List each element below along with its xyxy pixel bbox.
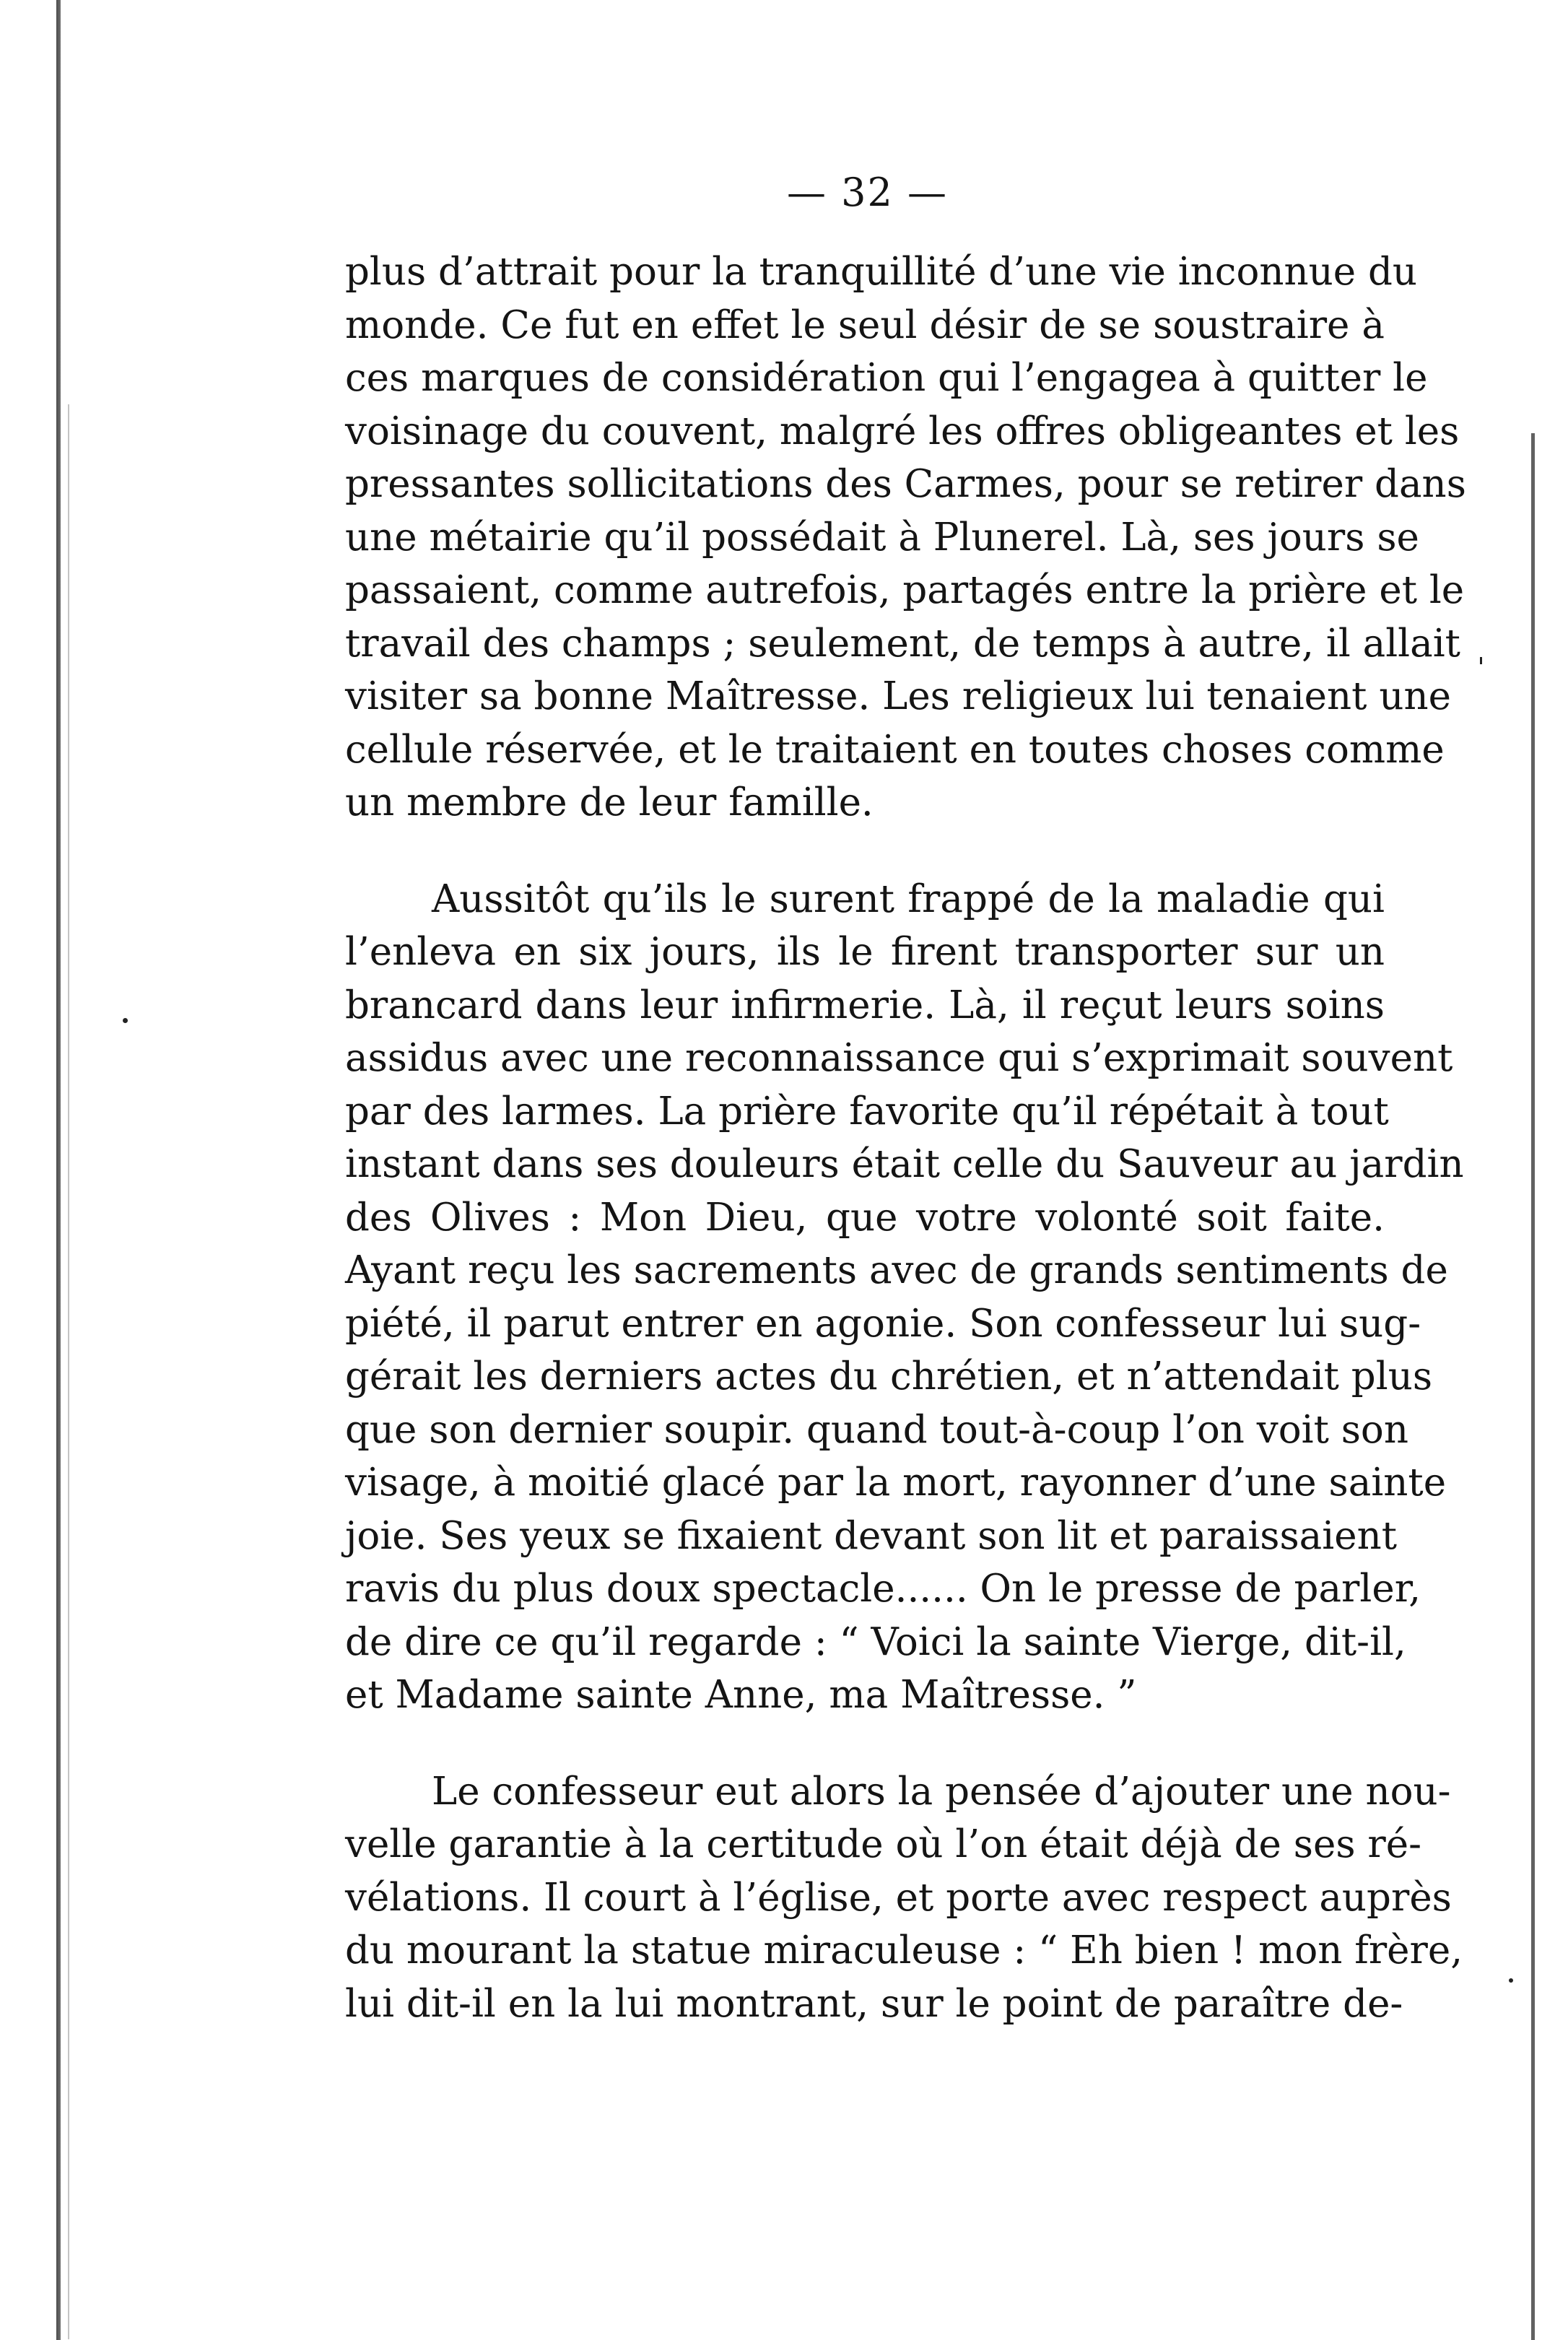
- text-line: l’enleva en six jours, ils le firent transporter sur un: [345, 930, 1385, 974]
- paragraph: [345, 873, 1464, 1722]
- scan-speck: [1509, 1978, 1513, 1983]
- text-line: de dire ce qu’il regarde : “ Voici la sainte Vierge, dit-il,: [345, 1619, 1406, 1664]
- text-line: Ayant reçu les sacrements avec de grands sentiments de: [345, 1248, 1448, 1292]
- text-line: voisinage du couvent, malgré les offres obligeantes et les: [345, 409, 1460, 453]
- text-line: instant dans ses douleurs était celle du Sauveur au jardin: [345, 1142, 1464, 1186]
- text-line: une métairie qu’il possédait à Plunerel. Là, ses jours se: [345, 515, 1419, 560]
- text-line: ravis du plus doux spectacle...... On le presse de parler,: [345, 1567, 1421, 1611]
- text-line: brancard dans leur infirmerie. Là, il reçut leurs soins: [345, 983, 1385, 1027]
- paragraph-gap: [345, 830, 1385, 873]
- text-line: un membre de leur famille.: [345, 780, 874, 825]
- text-line: des Olives : Mon Dieu, que votre volonté soit faite.: [345, 1195, 1385, 1240]
- text-line: passaient, comme autrefois, partagés entre la prière et le: [345, 568, 1465, 612]
- text-line: que son dernier soupir. quand tout-à-coup l’on voit son: [345, 1407, 1408, 1452]
- scan-speck: [123, 1018, 128, 1023]
- text-line: pressantes sollicitations des Carmes, pour se retirer dans: [345, 462, 1466, 506]
- text-line: cellule réservée, et le traitaient en toutes choses comme: [345, 727, 1445, 772]
- text-line: visiter sa bonne Maîtresse. Les religieux lui tenaient une: [345, 674, 1451, 718]
- paragraph: [345, 1765, 1463, 2031]
- right-binding-edge: [1531, 433, 1535, 2340]
- text-line: plus d’attrait pour la tranquillité d’une vie inconnue du: [345, 250, 1418, 294]
- left-binding-edge: [56, 0, 61, 2340]
- text-line: assidus avec une reconnaissance qui s’exprimait souvent: [345, 1036, 1453, 1080]
- text-line: monde. Ce fut en effet le seul désir de se soustraire à: [345, 303, 1385, 347]
- text-line: et Madame sainte Anne, ma Maîtresse. ”: [345, 1673, 1137, 1717]
- text-line: ces marques de considération qui l’engagea à quitter le: [345, 356, 1428, 400]
- page-number: — 32 —: [787, 170, 949, 215]
- text-line: visage, à moitié glacé par la mort, rayonner d’une sainte: [345, 1461, 1447, 1505]
- text-line: vélations. Il court à l’église, et porte avec respect auprès: [345, 1875, 1452, 1920]
- scan-speck: [1480, 657, 1482, 664]
- text-line: lui dit-il en la lui montrant, sur le point de paraître de-: [345, 1981, 1403, 2026]
- text-line: travail des champs ; seulement, de temps à autre, il allait: [345, 621, 1460, 666]
- text-line: piété, il parut entrer en agonie. Son confesseur lui sug-: [345, 1301, 1421, 1346]
- text-line: joie. Ses yeux se fixaient devant son lit et paraissaient: [345, 1513, 1398, 1558]
- text-line: gérait les derniers actes du chrétien, et n’attendait plus: [345, 1354, 1433, 1399]
- paragraph-gap: [345, 1722, 1385, 1765]
- paragraph: [345, 245, 1466, 830]
- text-line: par des larmes. La prière favorite qu’il répétait à tout: [345, 1089, 1389, 1134]
- left-binding-shadow: [68, 404, 69, 2339]
- text-line: Le confesseur eut alors la pensée d’ajouter une nou-: [432, 1769, 1451, 1814]
- text-line: velle garantie à la certitude où l’on était déjà de ses ré-: [345, 1822, 1421, 1866]
- text-line: Aussitôt qu’ils le surent frappé de la maladie qui: [432, 877, 1385, 921]
- text-line: du mourant la statue miraculeuse : “ Eh bien ! mon frère,: [345, 1928, 1463, 1973]
- body-text: [345, 245, 1466, 2030]
